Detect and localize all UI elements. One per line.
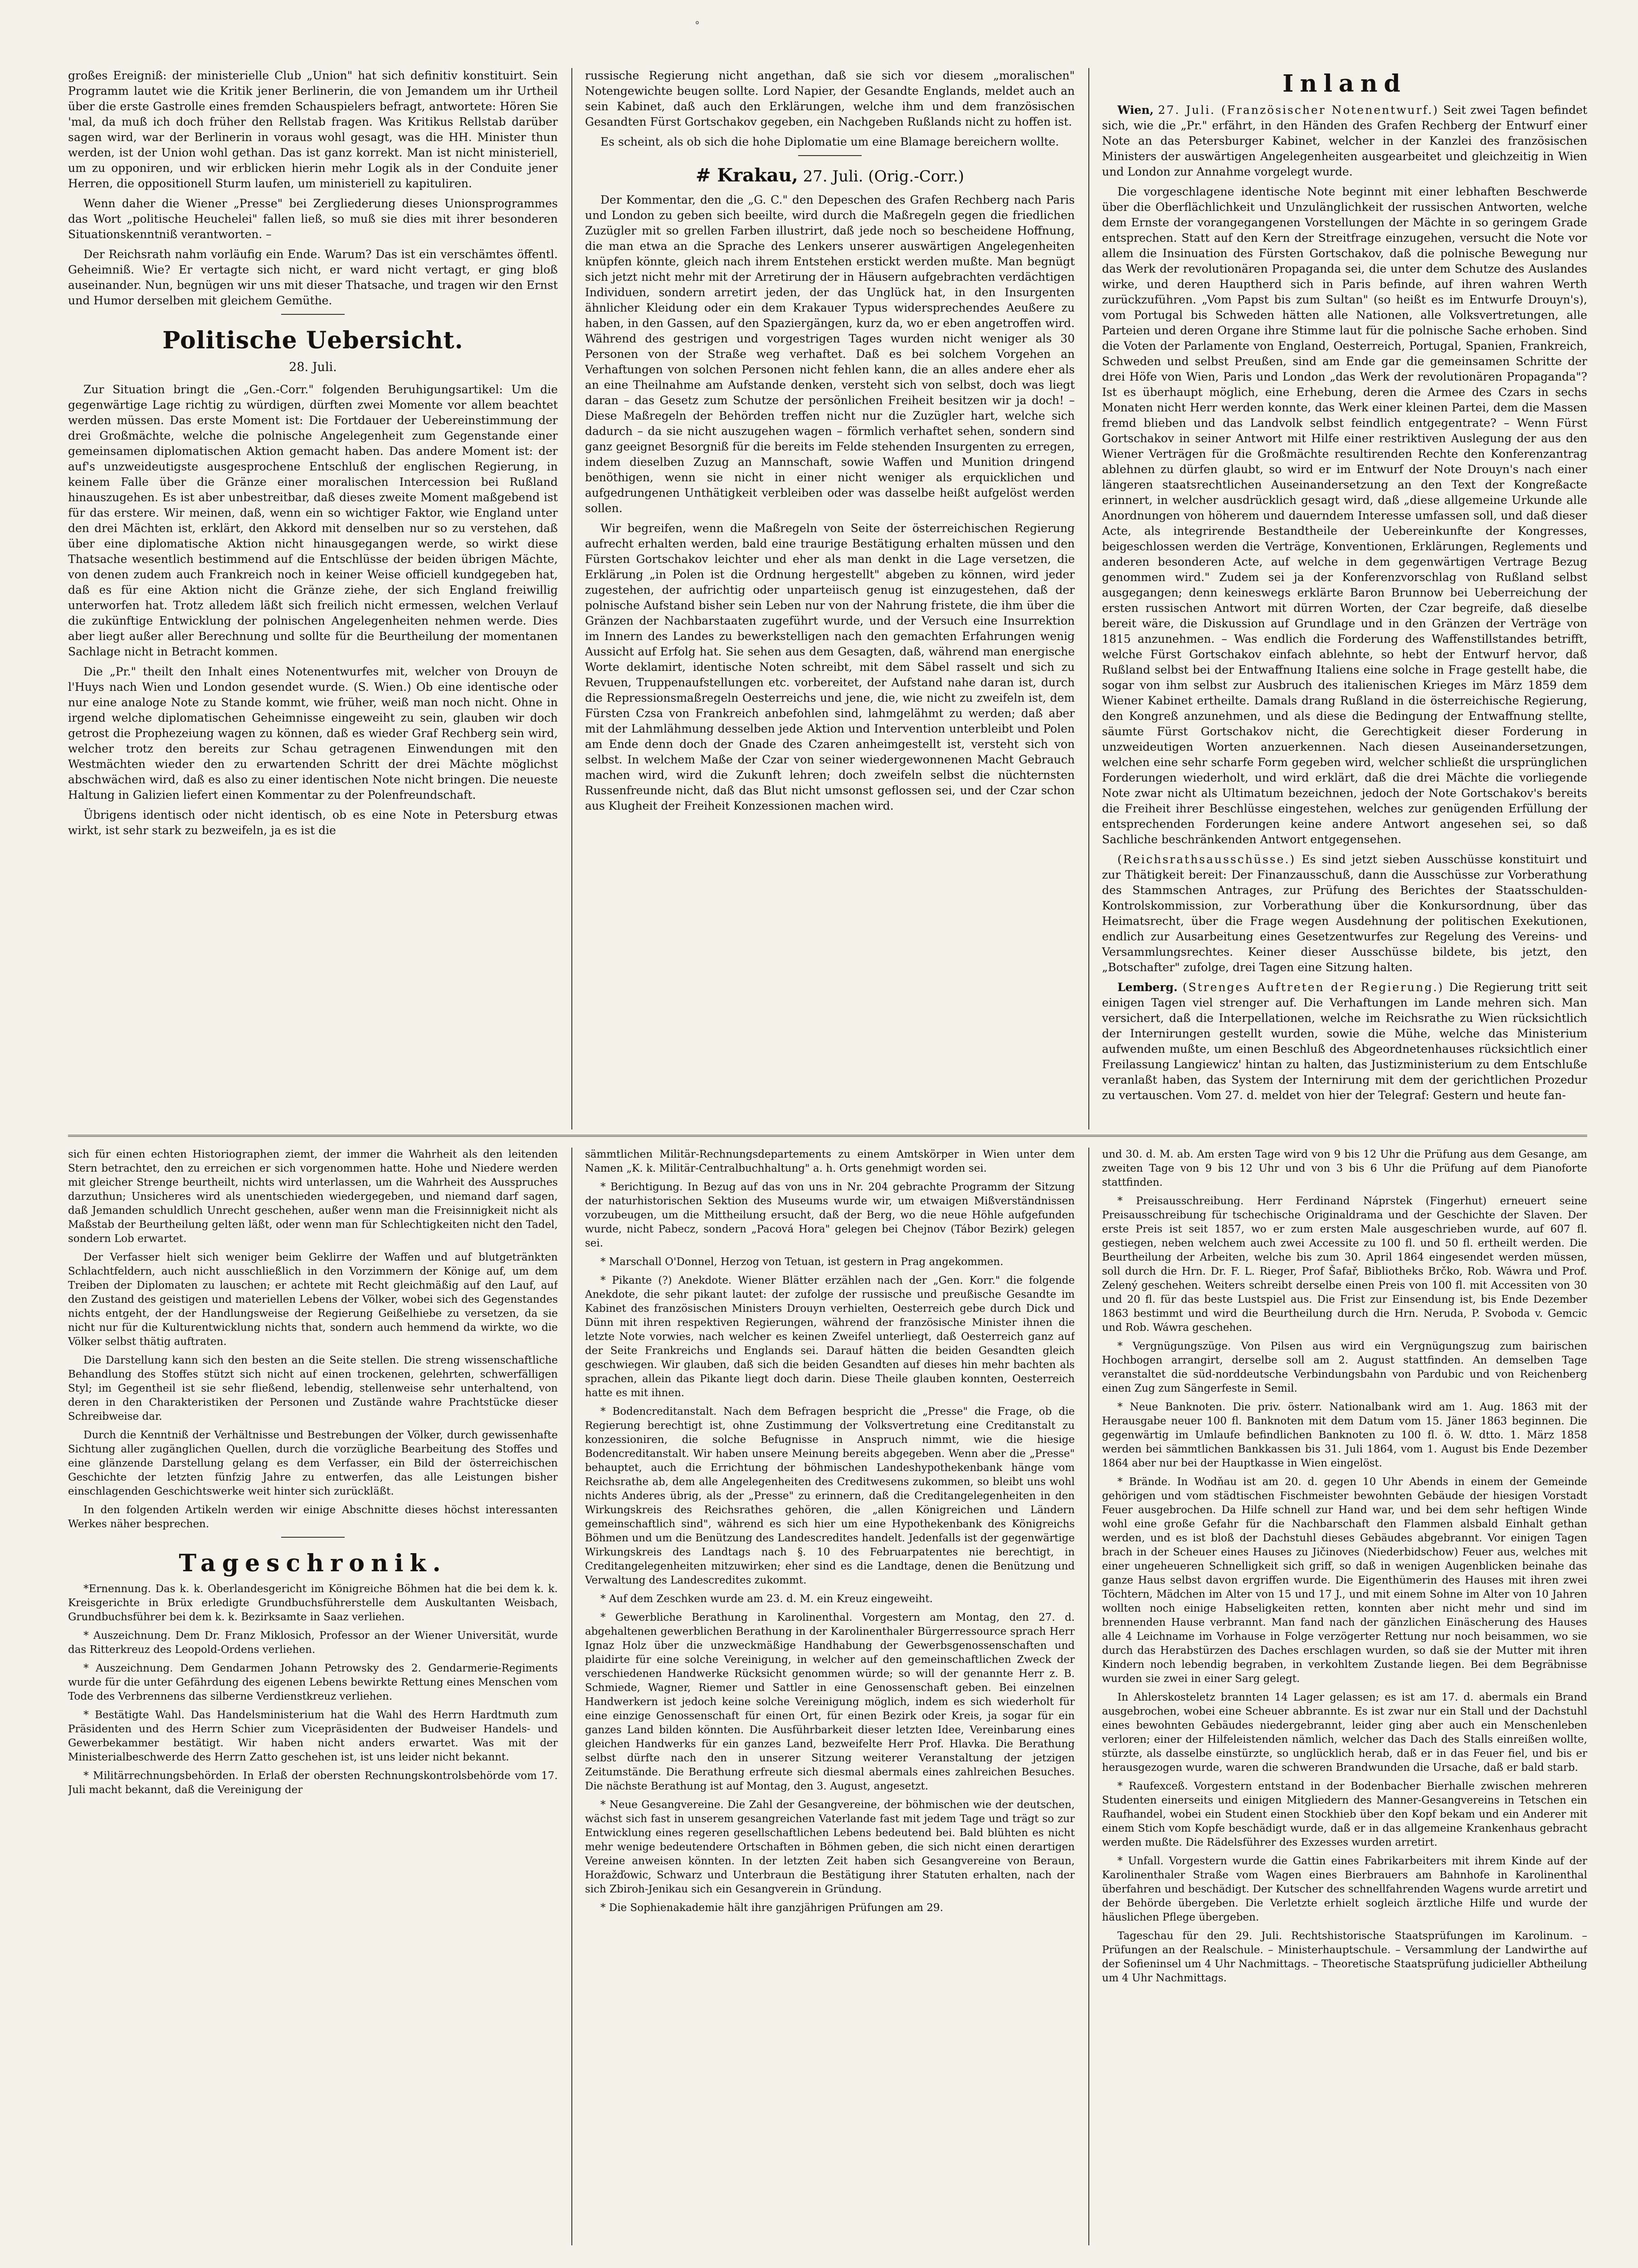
- item-heading: (Reichsrathsausschüsse.): [1117, 853, 1296, 866]
- news-item: * Marschall O'Donnel, Herzog von Tetuan, ist gestern in Prag angekommen.: [600, 1256, 1004, 1268]
- news-item: * Auszeichnung. Dem Dr. Franz Miklosich, Professor an der Wiener Universität, wurde das Ritterkreuz des Leopold-Ordens verliehen.: [68, 1630, 558, 1656]
- section-title-inland: Inland: [1282, 70, 1407, 98]
- divider: [281, 314, 345, 315]
- article-text: Es sind jetzt sieben Ausschüsse konstituirt und zur Thätigkeit bereit: Der Finanzausschuß, dann die Ausschüsse zur Vorberathung des Stammschen Antrages, zur Prüfung des Berichtes der Staatsschulden-Kontrolskommission, zur Vorberathung über die Konkursordnung, über das Heimatsrecht, über die Frage wegen Ausdehnung der politischen Exekutionen, endlich zur Ausarbeitung eines Gesetzentwurfes zur Regelung des Vereins- und Versammlungsrechtes. Keiner dieser Ausschüsse bildete, bis jetzt, den „Botschafter" zufolge, drei Tagen eine Sitzung halten.: [1102, 853, 1587, 974]
- article-paragraph: In den folgenden Artikeln werden wir einige Abschnitte dieses höchst interessanten Werkes näher besprechen.: [68, 1504, 558, 1530]
- news-item: * Vergnügungszüge. Von Pilsen aus wird ein Vergnügungszug zum bairischen Hochbogen arrangirt, derselbe soll am 2. August stattfinden. An demselben Tage veranstaltet die süd-norddeutsche Verbindungsbahn von Pardubic und von Reichenberg einen Zug zum Sängerfeste in Semil.: [1102, 1340, 1587, 1394]
- article-paragraph: Es scheint, als ob sich die hohe Diplomatie um eine Blamage bereichern wollte.: [600, 135, 1059, 148]
- article-paragraph: Die „Pr." theilt den Inhalt eines Notenentwurfes mit, welcher von Drouyn de l'Huys nach Wien und London gesendet wurde. (S. Wien.) Ob eine identische oder nur eine analoge Note zu Stande kommt, wie früher, weiß man noch nicht. Ohne in irgend welche diplomatischen Geheimnisse eingeweiht zu sein, glauben wir doch getrost die Prophezeiung wagen zu können, daß es wieder Graf Rechberg sein wird, welcher trotz den bereits zur Schau getragenen Einwendungen mit den Westmächten wieder den zu erwartenden Schritt der drei Mächte möglichst abschwächen wird, daß es also zu einer identischen Note nicht bringen. Die neueste Haltung in Galizien liefert einen Kommentar zu der Polenfreundschaft.: [68, 665, 558, 802]
- section-title-politics: Politische Uebersicht.: [162, 327, 463, 354]
- article-paragraph: russische Regierung nicht angethan, daß sie sich vor diesem „moralischen" Notengewichte beugen sollte. Lord Napier, der Gesandte Englands, meldet auch an sein Kabinet, daß auch den Erklärungen, welche ihm und dem französischen Gesandten Fürst Gortschakov gegeben, ein Nachgeben Rußlands nicht zu hoffen ist.: [585, 69, 1075, 128]
- dateline-details: (Strenges Auftreten der Regierung.): [1182, 981, 1444, 994]
- divider: [798, 155, 862, 156]
- divider: [281, 1537, 345, 1538]
- news-item: * Neue Banknoten. Die priv. österr. Nationalbank wird am 1. Aug. 1863 mit der Herausgabe neuer 100 fl. Banknoten mit dem Datum vom 15. Jäner 1863 beginnen. Die gegenwärtig im Umlaufe befindlichen Banknoten zu 100 fl. ö. W. dtto. 1. März 1858 werden bei sämmtlichen Bankkassen bis 31. Juli 1864, vom 1. August bis Ende Dezember 1864 aber nur bei der Hauptkasse in Wien eingelöst.: [1102, 1401, 1587, 1469]
- news-item: * Bodencreditanstalt. Nach dem Befragen bespricht die „Presse" die Frage, ob die Regierung berechtigt ist, ohne Zustimmung der Volksvertretung eine Creditanstalt zu konzessioniren, die solche Befugnisse in Anspruch nimmt, wie die hiesige Bodencreditanstalt. Wir haben unsere Meinung bereits abgegeben. Wenn aber die „Presse" behauptet, auch die Errichtung der böhmischen Landeshypothekenbank hänge vom Reichsrathe ab, dem alle Angelegenheiten des Creditwesens zukommen, so bleibt uns wohl nichts Anderes übrig, als der „Presse" zu erinnern, daß die Creditangelegenheiten in den Wirkungskreis des Reichsrathes gehören, die „allen Königreichen und Ländern gemeinschaftlich sind", während es sich hier um eine Hypothekenbank des Königreichs Böhmen und um die Benützung des Landescredites handelt. Jedenfalls ist der gegenwärtige Wirkungskreis des Landtags nach §. 10 des Februarpatentes nie berechtigt, in Creditangelegenheiten mitzuwirken; eher sind es die Landtage, denen die Benützung und Verwaltung des Landescredites zukommt.: [585, 1406, 1075, 1586]
- news-item: * Militärrechnungsbehörden. In Erlaß der obersten Rechnungskontrolsbehörde vom 17. Juli macht bekannt, daß die Vereinigung der: [68, 1770, 558, 1796]
- article-text: Seit zwei Tagen befindet sich, wie die „Pr." erfährt, in den Händen des Grafen Rechberg der Entwurf einer Note an das Petersburger Kabinet, welcher in der Kanzlei des französischen Ministers der auswärtigen Angelegenheiten ausgearbeitet und gleichzeitig in Wien und London zur Annahme vorgelegt wurde.: [1102, 103, 1587, 178]
- article-paragraph: Der Kommentar, den die „G. C." den Depeschen des Grafen Rechberg nach Paris und London zu geben sich beeilte, wird durch die Maßregeln gegen die friedlichen Zuzügler mit so grellen Farben illustrirt, daß jede noch so bescheidene Hoffnung, die man etwa an die Sprache des Lenkers unserer auswärtigen Angelegenheiten knüpfen könnte, gleich nach ihrem Entstehen erstickt werden mußte. Man begnügt sich jetzt nicht mehr mit der Arretirung der in Häusern aufgebrachten verdächtigen Individuen, sondern arretirt jeden, der das Unglück hat, in den Insurgenten ähnlicher Kleidung oder ein dem Krakauer Typus widersprechendes Aeußere zu haben, in den Gassen, auf den Spaziergängen, kurz da, wo er eben angetroffen wird. Während des gestrigen und vorgestrigen Tages wurden nicht weniger als 30 Personen von der Straße weg verhaftet. Daß es bei solchem Vorgehen an Verhaftungen von solchen Personen nicht fehlen kann, die an alles andere eher als an eine Theilnahme am Aufstande denken, versteht sich von selbst, doch was liegt daran – das Gesetz zum Schutze der persönlichen Freiheit besitzen wir ja doch! – Diese Maßregeln der Behörden treffen nicht nur die Zuzügler hart, welche sich dadurch – da sie nicht auszugehen wagen – förmlich verhaftet sehen, sondern sind ganz geeignet Besorgniß für die bereits im Felde stehenden Insurgenten zu erregen, indem dieselben Zuzug an Mannschaft, sowie Waffen und Munition dringend benöthigen, wenn sie nicht in einer nicht weniger als erquicklichen und aufgedrungenen Unthätigkeit verbleiben oder was dasselbe heißt aufgelöst werden sollen.: [585, 193, 1075, 515]
- news-item: * Brände. In Wodňau ist am 20. d. gegen 10 Uhr Abends in einem der Gemeinde gehörigen und vom städtischen Fischmeister bewohnten Gebäude der hiesigen Vorstadt Feuer ausgebrochen. Da Hilfe schnell zur Hand war, und bei dem sehr heftigen Winde wohl eine große Gefahr für die Nachbarschaft den Flammen alsbald Einhalt gethan werden, und es ist bloß der Dachstuhl dieses Gebäudes abgebrannt. Vor einigen Tagen brach in der Scheuer eines Hauses zu Jičinoves (Niederbidschow) Feuer aus, welches mit einer ungeheueren Schnelligkeit sich griff, so daß in wenigen Augenblicken beinahe das ganze Haus selbst davon ergriffen wurde. Die Eigenthümerin des Hauses mit ihren zwei Töchtern, Mädchen im Alter von 15 und 17 J., und mit einem Sohne im Alter von 10 Jahren wollten noch einige Habseligkeiten retten, konnten aber nicht mehr und sind im brennenden Hause verbrannt. Man fand nach der gänzlichen Einäscherung des Hauses alle 4 Leichname im Vorhause in Folge verzögerter Rettung nur noch beisammen, wo sie durch das Herabstürzen des Daches erschlagen wurden, so daß sie der Mutter mit ihren Kindern noch lebendig begraben, in verkohltem Zustande liegen. Bei dem Begräbnisse wurden sie zwei in einer Sarg gelegt.: [1102, 1476, 1587, 1685]
- article-paragraph: Wir begreifen, wenn die Maßregeln von Seite der österreichischen Regierung aufrecht erhalten werden, bald eine traurige Bestätigung erhalten müssen und den Fürsten Gortschakov leichter und eher als man denkt in die Lage versetzen, die Erklärung „in Polen ist die Ordnung hergestellt" abgeben zu können, wird jeder zugestehen, der aufrichtig oder unparteiisch genug ist einzugestehen, daß der polnische Aufstand bisher sein Leben nur von der Nahrung fristete, die ihm über die Gränzen der Nachbarstaaten zugeführt wurde, und der Versuch eine Insurrektion im Innern des Landes zu bewerkstelligen nach den gemachten Erfahrungen wenig Aussicht auf Erfolg hat. Sie sehen aus dem Gesagten, daß, während man energische Worte deklamirt, identische Noten schreibt, mit dem Säbel rasselt und sich zu Revuen, Truppenaufstellungen etc. vorbereitet, der Aufstand nahe daran ist, durch die Repressionsmaßregeln Oesterreichs und jene, die, wie nicht zu zweifeln ist, dem Fürsten Czsa von Frankreich anbefohlen sind, lahmgelähmt zu werden; daß aber mit der Lahmlähmung desselben jede Aktion und Intervention unterbleibt und Polen am Ende denn doch der Gnade des Czaren anheimgestellt ist, versteht sich von selbst. In welchem Maße der Czar von seiner wiedergewonnenen Macht Gebrauch machen wird, wird die Zukunft lehren; doch zweifeln selbst die nüchternsten Russenfreunde nicht, daß das Blut nicht umsonst geflossen sei, und der Czar schon aus Klugheit der Freiheit Konzessionen machen wird.: [585, 522, 1075, 812]
- dateline-details: 27. Juli. (Französischer Notenentwurf.): [1158, 103, 1439, 117]
- news-item: sämmtlichen Militär-Rechnungsdepartements zu einem Amtskörper in Wien unter dem Namen „K. k. Militär-Centralbuchhaltung" a. h. Orts genehmigt worden sei.: [585, 1149, 1075, 1174]
- news-item: * Pikante (?) Anekdote. Wiener Blätter erzählen nach der „Gen. Korr." die folgende Anekdote, die sehr pikant lautet: der zufolge der russische und preußische Gesandte im Kabinet des französischen Ministers Drouyn verhielten, Oesterreich gebe durch Dick und Dünn mit ihren respektiven Regierungen, während der französische Minister ihnen die letzte Note vorwies, nach welcher es keinen Zweifel unterliegt, daß Oesterreich ganz auf der Seite Frankreichs und Englands sei. Darauf hätten die beiden Gesandten gleich geschwiegen. Wir glauben, daß sich die beiden Gesandten auf dieses hin mehr bachten als sprachen, allein das Pikante liegt doch darin. Diese Theile glauben konnten, Oesterreich hatte es mit ihnen.: [585, 1275, 1075, 1399]
- news-item: * Gewerbliche Berathung in Karolinenthal. Vorgestern am Montag, den 27. d. abgehaltenen gewerblichen Berathung in der Karolinenthaler Bürgerressource sprach Herr Ignaz Holz über die unzweckmäßige Handhabung der Gewerbsgenossenschaften und plaidirte für eine solche Vereinigung, in welcher auf den gemeinschaftlichen Zweck der verschiedenen Handwerke Rücksicht genommen würde; so will der genannte Herr z. B. Schmiede, Wagner, Riemer und Sattler in eine Genossenschaft geben. Bei einzelnen Handwerkern ist jedoch keine solche Vereinigung möglich, indem es sich wiederholt für eine einzige Genossenschaft für einen Ort, für einen Bezirk oder Kreis, ja sogar für ein ganzes Land bilden könnten. Die Ausführbarkeit dieser letzten Idee, Vereinbarung eines gleichen Handwerks für ein ganzes Land, bezweifelte Herr Prof. Hlavka. Die Berathung selbst dürfte nach den in unserer Sitzung weiterer Veranstaltung der jetzigen Zeitumstände. Die Berathung erfreute sich diesmal abermals eines zahlreichen Besuches. Die nächste Berathung ist auf Montag, den 3. August, angesetzt.: [585, 1612, 1075, 1792]
- news-item: * Auf dem Zeschken wurde am 23. d. M. ein Kreuz eingeweiht.: [600, 1593, 933, 1605]
- news-item: Tageschau für den 29. Juli. Rechtshistorische Staatsprüfungen im Karolinum. – Prüfungen an der Realschule. – Ministerhauptschule. – Versammlung der Landwirthe auf der Sofieninsel um 4 Uhr Nachmittags. – Theoretische Staatsprüfung judicieller Abtheilung um 4 Uhr Nachmittags.: [1102, 1930, 1587, 1984]
- article-paragraph: Durch die Kenntniß der Verhältnisse und Bestrebungen der Völker, durch gewissenhafte Sichtung aller zugänglichen Quellen, durch die vorzügliche Bearbeitung des Stoffes und eine glänzende Darstellung gelang es dem Verfasser, ein Bild der österreichischen Geschichte der letzten fünfzig Jahre zu entwerfen, das alle Leistungen bisher einschlagenden Geschichtswerke weit hinter sich zurückläßt.: [68, 1429, 558, 1497]
- page-mark: °: [695, 20, 700, 31]
- upper-section: [68, 68, 1587, 1129]
- article-paragraph: Übrigens identisch oder nicht identisch, ob es eine Note in Petersburg etwas wirkt, ist sehr stark zu bezweifeln, ja es ist die: [68, 808, 558, 837]
- article-paragraph: Der Reichsrath nahm vorläufig ein Ende. Warum? Das ist ein verschämtes öffentl. Geheimniß. Wie? Er vertagte sich nicht, er ward nicht vertagt, er ging bloß auseinander. Nun, begnügen wir uns mit dieser Thatsache, und tragen wir den Ernst und Humor derselben mit gleichem Gemüthe.: [68, 248, 558, 307]
- dateline-city: Wien,: [1117, 103, 1154, 117]
- news-item: * Raufexceß. Vorgestern entstand in der Bodenbacher Bierhalle zwischen mehreren Studenten einerseits und einigen Mitgliedern des Manner-Gesangvereins in Tetschen ein Raufhandel, wobei ein Student einen Stockhieb über den Kopf bekam und ein Anderer mit einem Stich vom Kopfe beschädigt wurde, daß er in das allgemeine Krankenhaus gebracht werden mußte. Die Rädelsführer des Exzesses wurden arretirt.: [1102, 1780, 1587, 1848]
- article-paragraph: [1102, 852, 1587, 975]
- article-paragraph: sich für einen echten Historiographen ziemt, der immer die Wahrheit als den leitenden Stern betrachtet, den zu erreichen er sich vorgenommen hatte. Hohe und Niedere werden mit gleicher Strenge beurtheilt, nichts wird unterlassen, um die Wahrheit des Ausspruches darzuthun; Unsicheres wird als unentschieden wiedergegeben, und niemand darf sagen, daß Jemanden schuldlich Unrecht geschehen, außer wenn man die Freisinnigkeit nicht als Maßstab der Beurtheilung gelten läßt, oder wenn man für Schlechtigkeiten nicht den Tadel, sondern Lob erwartet.: [68, 1149, 558, 1245]
- news-item: * Bestätigte Wahl. Das Handelsministerium hat die Wahl des Herrn Hardtmuth zum Präsidenten und des Herrn Schier zum Vicepräsidenten der Budweiser Handels- und Gewerbekammer bestätigt. Wir haben nicht anders erwartet. Was mit der Ministerialbeschwerde des Herrn Zatto geschehen ist, ist uns leider nicht bekannt.: [68, 1709, 558, 1763]
- dateline-krakau: [585, 165, 1075, 187]
- column-3: [1102, 68, 1587, 1129]
- news-item: und 30. d. M. ab. Am ersten Tage wird von 9 bis 12 Uhr die Prüfung aus dem Gesange, am zweiten Tage von 9 bis 12 Uhr und von 3 bis 6 Uhr die Prüfung auf dem Pianoforte stattfinden.: [1102, 1149, 1587, 1188]
- news-item: * Die Sophienakademie hält ihre ganzjährigen Prüfungen am 29.: [600, 1902, 943, 1914]
- news-item: * Berichtigung. In Bezug auf das von uns in Nr. 204 gebrachte Programm der Sitzung der naturhistorischen Sektion des Museums wurde wir, um etwaigen Mißverständnissen vorzubeugen, um die Mittheilung ersucht, daß der Berg, wo die neue Höhle aufgefunden wurde, nicht Pabecz, sondern „Pacová Hora" gelegen bei Chejnov (Tábor Bezirk) gelegen sei.: [585, 1181, 1075, 1249]
- article-paragraph: Die vorgeschlagene identische Note beginnt mit einer lebhaften Beschwerde über die Oberflächlichkeit und Unzulänglichkeit der russischen Antworten, welche dem Ernste der vorangegangenen Vorstellungen der Mächte in so geringem Grade entsprechen. Statt auf den Kern der Streitfrage einzugehen, versucht die Note vor allem die Insinuation des Fürsten Gortschakov, daß die polnische Bewegung nur das Werk der revolutionären Propaganda sei, die unter dem Schutze des Auslandes wirke, und deren Hauptherd sich in Paris befinde, auf ihren wahren Werth zurückzuführen. „Vom Papst bis zum Sultan" (so heißt es im Entwurfe Drouyn's), vom Portugal bis Schweden hätten alle Nationen, alle Volksvertretungen, alle Parteien und deren Organe ihre Stimme laut für die polnische Sache erhoben. Sind die Voten der Parlamente von England, Oesterreich, Portugal, Spanien, Frankreich, Schweden und selbst Preußen, sind am Ende gar die gemeinsamen Schritte der drei Höfe von Wien, Paris und London „das Werk der revolutionären Propaganda"? Ist es überhaupt möglich, eine Erhebung, deren die Armee des Czars in sechs Monaten nicht Herr werden konnte, das Werk einer kleinen Partei, dem die Massen fremd blieben und das Landvolk selbst feindlich entgegentrate? – Wenn Fürst Gortschakov in seiner Antwort mit Hilfe einer restriktiven Auslegung der aus den Wiener Verträgen für die Großmächte resultirenden Rechte den Konferenzantrag ablehnen zu dürfen glaubt, so wird er im Entwurf der Note Drouyn's nach einer längeren staatsrechtlichen Auseinandersetzung an den Text der Kongreßacte erinnert, in welcher ausdrücklich gesagt wird, daß „diese allgemeine Urkunde alle Anordnungen von höherem und dauerndem Interesse umfassen soll, und daß dieser Acte, als integrirende Bestandtheile der Uebereinkunfte der Kongresses, beigeschlossen werden die Verträge, Konventionen, Erklärungen, Reglements und anderen besonderen Acte, auf welche in dem gegenwärtigen Vertrage Bezug genommen wird." Zudem sei ja der Konferenzvorschlag von Rußland selbst ausgegangen; denn keineswegs erklärte Baron Brunnow bei Ueberreichung der ersten russischen Antwort mit dürren Worten, der Czar begreife, daß dieselbe bereit wäre, die Diskussion auf Grundlage und in den Gränzen der Verträge von 1815 anzunehmen. – Was endlich die Forderung des Waffenstillstandes betrifft, welche Fürst Gortschakov einfach ablehnte, so hebt der Entwurf hervor, daß Rußland selbst bei der Entwaffnung Italiens eine solche in Frage gestellt habe, die sogar von ihm selbst zur Ausbruch des italienischen Krieges im März 1859 dem Wiener Kabinet ertheilte. Damals drang Rußland in die österreichische Regierung, den Kongreß anzunehmen, und als diese die Bedingung der Entwaffnung stellte, säumte Fürst Gortschakov nicht, die Gerechtigkeit dieser Forderung in unzweideutigen Worten anzuerkennen. Nach diesen Auseinandersetzungen, welchen eine sehr scharfe Form gegeben wird, welcher schließt die ursprünglichen Forderungen wiederholt, und wird erklärt, daß die drei Mächte die vorliegende Note zwar nicht als Ultimatum bezeichnen, jedoch der Note Gortschakov's bereits die Freiheit ihrer Beschlüsse eingestehen, welches zur genügenden Erfüllung der entsprechenden Forderungen keine andere Antwort angesehen sei, so daß Sachliche beschränkenden Antwort entgegensehen.: [1102, 185, 1587, 846]
- column-2: [585, 68, 1075, 1129]
- lower-column-3: [1102, 1148, 1587, 2245]
- column-rule: [1088, 68, 1089, 1129]
- article-text: Die Regierung tritt seit einigen Tagen viel strenger auf. Die Verhaftungen im Lande mehren sich. Man versichert, daß die Interpellationen, welche im Reichsrathe zu Wien rücksichtlich der Internirungen gestellt wurden, sowie die Mühe, welche das Ministerium aufwenden mußte, um einen Beschluß des Abgeordnetenhauses rücksichtlich einer Freilassung Langiewicz' hintan zu halten, das Justizministerium zu dem Entschluße veranlaßt haben, das System der Internirung mit dem der gerichtlichen Prozedur zu vertauschen. Vom 27. d. meldet von hier der Telegraf: Gestern und heute fan-: [1102, 981, 1587, 1102]
- article-paragraph: Der Verfasser hielt sich weniger beim Geklirre der Waffen und auf blutgetränkten Schlachtfeldern, auch nicht ausschließlich in den Vorzimmern der Könige auf, um dem Treiben der Diplomaten zu lauschen; er achtete mit Recht gleichmäßig auf den Lauf, auf den Zustand des geistigen und materiellen Lebens der Völker, wobei sich des Gegenstandes nichts entgeht, der der Handlungsweise der Regierung Geißelhiebe zu versetzen, da sie nicht nur für die Kulturentwicklung nichts that, sondern auch hemmend da wirkte, wo die Völker selbst thätig auftraten.: [68, 1251, 558, 1348]
- section-date: 28. Juli.: [289, 360, 337, 374]
- news-item: * Neue Gesangvereine. Die Zahl der Gesangvereine, der böhmischen wie der deutschen, wächst sich fast in unserem gesangreichen Vaterlande fast mit jedem Tage und trägt so zur Entwicklung eines regeren gesellschaftlichen Lebens bedeutend bei. Bald blühten es nicht mehr wenige bedeutendere Ortschaften in Böhmen geben, die sich nicht einen derartigen Vereine anweisen könnten. In der letzten Zeit haben sich Gesangvereine von Beraun, Horažďowic, Schwarz und Unterbraun die Bestätigung ihrer Statuten erhalten, nach der sich Zbiroh-Jenikau sich ein Gesangverein in Gründung.: [585, 1799, 1075, 1895]
- section-divider: [68, 1135, 1587, 1137]
- article-paragraph: Die Darstellung kann sich den besten an die Seite stellen. Die streng wissenschaftliche Behandlung des Stoffes stützt sich nicht auf einen trockenen, gelehrten, schwerfälligen Styl; im Gegentheil ist sie sehr fließend, lebendig, stellenweise sehr unterhaltend, von deren in den Charakteristiken der Personen und Zustände wahre Prachtstücke dieser Schreibweise dar.: [68, 1354, 558, 1422]
- dateline-city: Lemberg.: [1117, 981, 1178, 994]
- news-item: In Ahlerskosteletz brannten 14 Lager gelassen; es ist am 17. d. abermals ein Brand ausgebrochen, wobei eine Scheuer abbrannte. Es ist zwar nur ein Stall und der Dachstuhl eines bewohnten Gebäudes niedergebrannt, leider ging aber auch ein Menschenleben verloren; einer der Hilfeleistenden nämlich, welcher das Dach des Stalls einreißen wollte, stürzte, als dasselbe einstürzte, so unglücklich herab, daß er in das Feuer fiel, und bis er herausgezogen wurde, waren die schweren Brandwunden die Ursache, daß er bald starb.: [1102, 1691, 1587, 1774]
- article-paragraph: Zur Situation bringt die „Gen.-Corr." folgenden Beruhigungsartikel: Um die gegenwärtige Lage richtig zu würdigen, dürften zwei Momente vor allem beachtet werden müssen. Das erste Moment ist: Die Fortdauer der Uebereinstimmung der drei Großmächte, welche die polnische Angelegenheit zum Gegenstande einer gemeinsamen diplomatischen Aktion gemacht haben. Das andere Moment ist: der auf's unzweideutigste ausgesprochene Entschluß der englischen Regierung, in keinem Falle über die Gränze einer moralischen Intercession bei Rußland hinauszugehen. Es ist aber unbestreitbar, daß dieses zweite Moment maßgebend ist für das erstere. Wir meinen, daß, wenn ein so wichtiger Faktor, wie England unter den drei Mächten ist, erklärt, den Akkord mit denselben nur so zu verstehen, daß über eine diplomatische Aktion nicht hinausgegangen werde, so wirkt diese Thatsache wesentlich bestimmend auf die Entschlüsse der beiden übrigen Mächte, von denen zudem auch Frankreich noch in keiner Weise officiell kundgegeben hat, daß es für eine Aktion nicht die Gränze ziehe, der sich England freiwillig unterworfen hat. Trotz alledem läßt sich freilich nicht ermessen, welchen Verlauf die zukünftige Entwicklung der polnischen Angelegenheiten nehmen werde. Dies aber liegt außer aller Berechnung und sollte für die Beurtheilung der momentanen Sachlage nicht in Betracht kommen.: [68, 383, 558, 658]
- newspaper-page: [68, 68, 1587, 2245]
- article-paragraph: Wenn daher die Wiener „Presse" bei Zergliederung dieses Unionsprogrammes das Wort „politische Heuchelei" fallen ließ, so muß sie dies mit ihrer besonderen Situationskenntniß verantworten. –: [68, 197, 558, 241]
- article-paragraph: [1102, 980, 1587, 1103]
- article-paragraph: großes Ereigniß: der ministerielle Club „Union" hat sich definitiv konstituirt. Sein Programm lautet wie die Kritik jener Berlinerin, die von Jemandem um ihr Urtheil über die erste Gastrolle eines fremden Schauspielers befragt, antwortete: Hören Sie 'mal, da muß ich doch früher den Rellstab fragen. Was Kritikus Rellstab darüber sagen wird, war der Berlinerin in voraus wohl gesagt, was die HH. Minister thun werden, ist der Union wohl gethan. Das ist ganz korrekt. Man ist nicht ministeriell, um zu opponiren, und wir erblicken hierin mehr Logik als in der Conduite jener Herren, die oppositionell Sturm laufen, um ministeriell zu kapituliren.: [68, 69, 558, 190]
- article-paragraph: [1102, 103, 1587, 180]
- dateline-details: 27. Juli. (Orig.-Corr.): [803, 167, 965, 186]
- news-item: * Preisausschreibung. Herr Ferdinand Náprstek (Fingerhut) erneuert seine Preisausschreibung für tschechische Originaldrama und der Geschichte der Slaven. Der erste Preis ist seit 1857, wo er zum ersten Male ausgeschrieben wurde, auf 607 fl. gestiegen, neben welchem auch zwei Accessite zu 100 fl. und 50 fl. ertheilt werden. Die Beurtheilung der Arbeiten, welche bis zum 30. April 1864 eingesendet werden müssen, soll durch die Hrn. Dr. F. L. Rieger, Prof Šafař, Bibliotheks Brčko, Rob. Wáwra und Prof. Zelený geschehen. Weiters schreibt derselbe einen Preis von 100 fl. mit Accessiten von 30 und 20 fl. für das beste Lustspiel aus. Die Frist zur Einsendung ist, bis Ende Dezember 1863 bestimmt und wird die Beurtheilung durch die Hrn. Neruda, P. Svoboda v. Gemcic und Rob. Wáwra geschehen.: [1102, 1195, 1587, 1334]
- column-1: [68, 68, 558, 1129]
- lower-section: [68, 1148, 1587, 2245]
- news-item: *Ernennung. Das k. k. Oberlandesgericht im Königreiche Böhmen hat die bei dem k. k. Kreisgerichte in Brüx erledigte Grundbuchsführerstelle dem Auskultanten Weisbach, Grundbuchsführer bei dem k. k. Bezirksamte in Saaz verliehen.: [68, 1583, 558, 1623]
- lower-column-1: [68, 1148, 558, 2245]
- section-title-chronicle: Tageschronik.: [179, 1549, 447, 1577]
- news-item: * Unfall. Vorgestern wurde die Gattin eines Fabrikarbeiters mit ihrem Kinde auf der Karolinenthaler Straße vom Wagen eines Bierbrauers am Bahnhofe in Karolinenthal überfahren und beschädigt. Der Kutscher des schnellfahrenden Wagens wurde arretirt und der Behörde übergeben. Die Verletzte erhielt sogleich ärztliche Hilfe und wurde der häuslichen Pflege übergeben.: [1102, 1855, 1587, 1923]
- column-rule: [571, 1148, 572, 2245]
- column-rule: [1088, 1148, 1089, 2245]
- dateline-city: # Krakau,: [695, 165, 798, 186]
- column-rule: [571, 68, 572, 1129]
- news-item: * Auszeichnung. Dem Gendarmen Johann Petrowsky des 2. Gendarmerie-Regiments wurde für die unter Gefährdung des eigenen Lebens bewirkte Rettung eines Menschen vom Tode des Verbrennens das silberne Verdienstkreuz verliehen.: [68, 1662, 558, 1702]
- lower-column-2: [585, 1148, 1075, 2245]
